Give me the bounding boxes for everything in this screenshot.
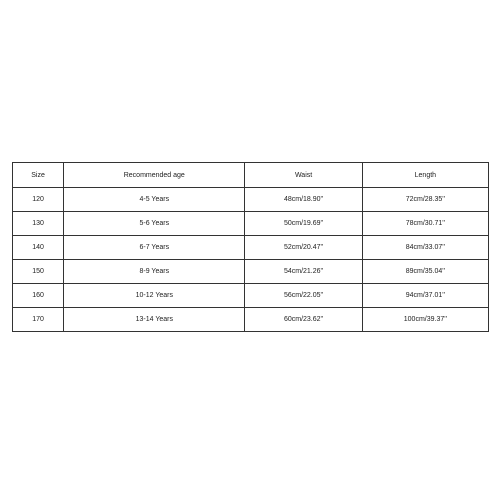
header-recommended-age: Recommended age	[64, 163, 245, 188]
cell-waist: 54cm/21.26''	[245, 260, 362, 284]
cell-waist: 56cm/22.05''	[245, 284, 362, 308]
cell-length: 100cm/39.37''	[362, 308, 488, 332]
cell-recommended-age: 8-9 Years	[64, 260, 245, 284]
cell-recommended-age: 10-12 Years	[64, 284, 245, 308]
cell-waist: 50cm/19.69''	[245, 212, 362, 236]
cell-waist: 48cm/18.90''	[245, 188, 362, 212]
cell-size: 140	[13, 236, 64, 260]
cell-waist: 60cm/23.62''	[245, 308, 362, 332]
header-row	[13, 163, 489, 188]
size-chart-header	[13, 163, 489, 188]
cell-size: 160	[13, 284, 64, 308]
cell-size: 130	[13, 212, 64, 236]
size-chart-body	[13, 188, 489, 332]
table-row	[13, 308, 489, 332]
cell-length: 84cm/33.07''	[362, 236, 488, 260]
cell-size: 150	[13, 260, 64, 284]
size-chart-table	[12, 162, 489, 332]
cell-size: 170	[13, 308, 64, 332]
table-row	[13, 260, 489, 284]
cell-waist: 52cm/20.47''	[245, 236, 362, 260]
table-row	[13, 284, 489, 308]
cell-recommended-age: 13-14 Years	[64, 308, 245, 332]
cell-length: 89cm/35.04''	[362, 260, 488, 284]
cell-recommended-age: 5-6 Years	[64, 212, 245, 236]
cell-length: 78cm/30.71''	[362, 212, 488, 236]
table-row	[13, 188, 489, 212]
table-row	[13, 212, 489, 236]
header-size: Size	[13, 163, 64, 188]
cell-recommended-age: 6-7 Years	[64, 236, 245, 260]
cell-length: 94cm/37.01''	[362, 284, 488, 308]
header-length: Length	[362, 163, 488, 188]
header-waist: Waist	[245, 163, 362, 188]
cell-recommended-age: 4-5 Years	[64, 188, 245, 212]
table-row	[13, 236, 489, 260]
cell-size: 120	[13, 188, 64, 212]
cell-length: 72cm/28.35''	[362, 188, 488, 212]
